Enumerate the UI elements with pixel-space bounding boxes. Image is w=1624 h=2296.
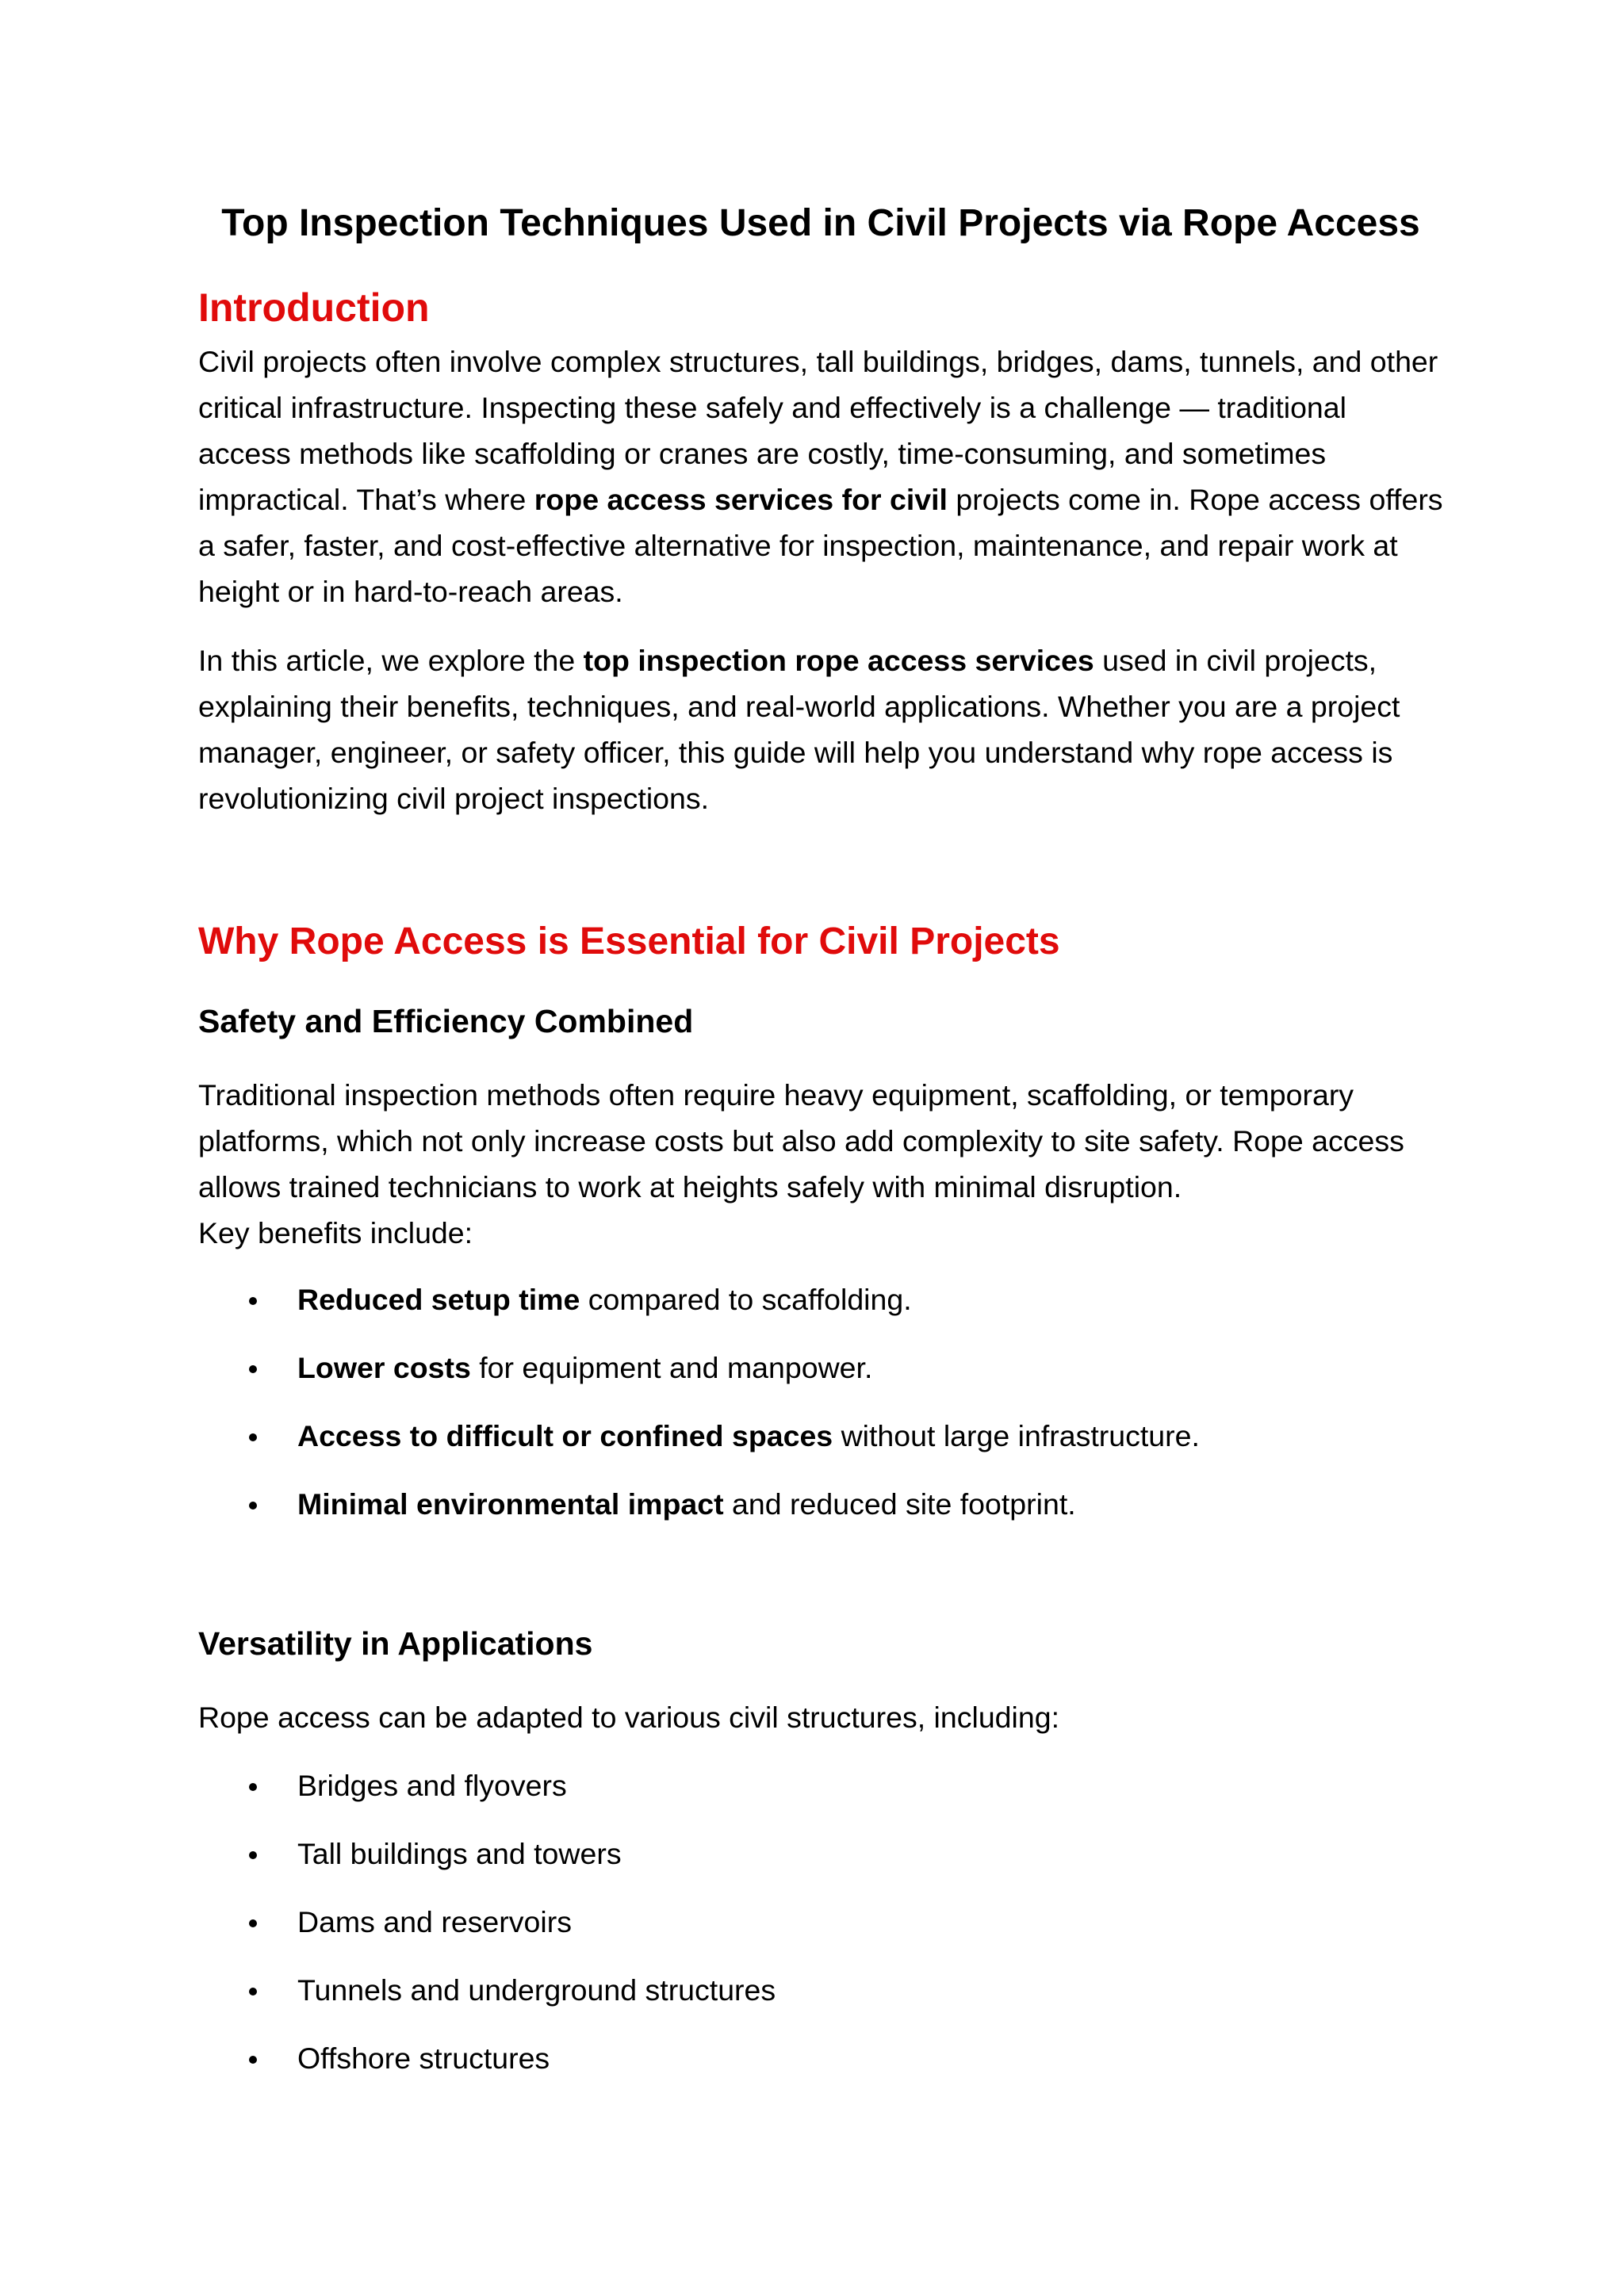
application-text: Bridges and flyovers bbox=[297, 1769, 567, 1802]
list-item bbox=[198, 1762, 776, 1808]
bullet-icon bbox=[249, 1783, 257, 1791]
application-text: Tunnels and underground structures bbox=[297, 1973, 776, 2007]
document-title: Top Inspection Techniques Used in Civil Projects via Rope Access bbox=[221, 202, 1420, 244]
bullet-icon bbox=[249, 1919, 257, 1927]
bullet-icon bbox=[249, 1851, 257, 1859]
application-text: Tall buildings and towers bbox=[297, 1837, 622, 1870]
benefit-text: compared to scaffolding. bbox=[580, 1283, 912, 1316]
bullet-icon bbox=[249, 1502, 257, 1510]
benefit-text: and reduced site footprint. bbox=[723, 1487, 1076, 1521]
safety-paragraph bbox=[198, 1072, 1443, 1256]
intro-p1-bold: rope access services for civil bbox=[534, 483, 948, 516]
list-item bbox=[198, 1831, 776, 1877]
intro-p2-text-a: In this article, we explore the bbox=[198, 644, 584, 677]
benefit-bold: Lower costs bbox=[297, 1351, 471, 1384]
safety-heading: Safety and Efficiency Combined bbox=[198, 1003, 694, 1039]
benefit-bold: Reduced setup time bbox=[297, 1283, 580, 1316]
safety-paragraph-text: Traditional inspection methods often require heavy equipment, scaffolding, or temporary platforms, which not only increase costs but also add complexity to site safety. Rope access allows trained technicians to work at heights safely with minimal disruption. bbox=[198, 1078, 1404, 1203]
intro-heading: Introduction bbox=[198, 285, 430, 330]
bullet-icon bbox=[249, 1433, 257, 1441]
intro-paragraph-1 bbox=[198, 339, 1443, 614]
list-item bbox=[198, 1481, 1200, 1527]
versatility-heading: Versatility in Applications bbox=[198, 1625, 593, 1662]
safety-lead-text: Key benefits include: bbox=[198, 1216, 473, 1249]
benefit-bold: Access to difficult or confined spaces bbox=[297, 1419, 833, 1452]
bullet-icon bbox=[249, 2056, 257, 2064]
applications-list bbox=[198, 1762, 776, 2103]
list-item bbox=[198, 1345, 1200, 1391]
bullet-icon bbox=[249, 1297, 257, 1305]
intro-p1-text-a: Civil projects often involve complex structures, tall buildings, bridges, dams, tunnels, and other critical infrastructure. Inspecting these safely and effectively is a challenge — traditional access methods like scaffolding or cranes are costly, time-consuming, and sometimes impractical. That’s where bbox=[198, 345, 1438, 516]
benefit-text: for equipment and manpower. bbox=[470, 1351, 873, 1384]
benefits-list bbox=[198, 1276, 1200, 1549]
benefit-bold: Minimal environmental impact bbox=[297, 1487, 724, 1521]
intro-p2-text-c: used in civil projects, explaining their benefits, techniques, and real-world applications. Whether you are a project manager, engineer, or safety officer, this guide will help you understand why rope access is revolutionizing civil project inspections. bbox=[198, 644, 1400, 815]
versatility-paragraph: Rope access can be adapted to various civil structures, including: bbox=[198, 1701, 1059, 1734]
list-item bbox=[198, 1413, 1200, 1459]
intro-p2-bold: top inspection rope access services bbox=[583, 644, 1094, 677]
bullet-icon bbox=[249, 1365, 257, 1373]
intro-p1-text-c: projects come in. Rope access offers a safer, faster, and cost-effective alternative for inspection, maintenance, and repair work at height or in hard-to-reach areas. bbox=[198, 483, 1443, 608]
application-text: Offshore structures bbox=[297, 2042, 550, 2075]
application-text: Dams and reservoirs bbox=[297, 1905, 572, 1938]
list-item bbox=[198, 1967, 776, 2013]
bullet-icon bbox=[249, 1988, 257, 1996]
why-heading: Why Rope Access is Essential for Civil Projects bbox=[198, 920, 1060, 962]
list-item bbox=[198, 2035, 776, 2081]
list-item bbox=[198, 1899, 776, 1945]
list-item bbox=[198, 1276, 1200, 1322]
benefit-text: without large infrastructure. bbox=[833, 1419, 1200, 1452]
intro-paragraph-2 bbox=[198, 637, 1443, 821]
